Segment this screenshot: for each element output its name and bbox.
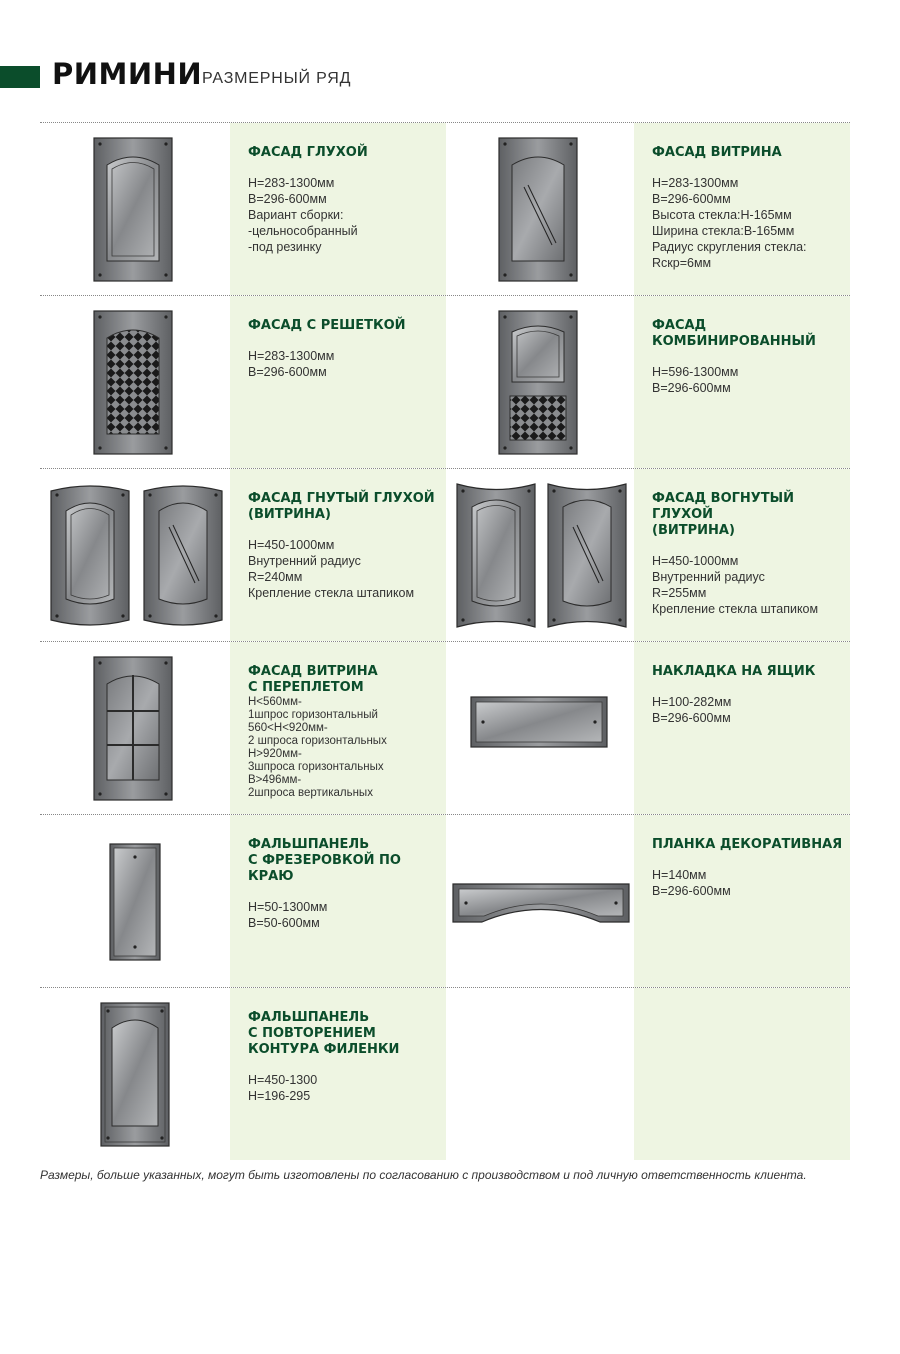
text-cell [230,642,446,814]
product-name: НАКЛАДКА НА ЯЩИК [652,664,816,679]
product-name: ФАЛЬШПАНЕЛЬ С ФРЕЗЕРОВКОЙ ПО КРАЮ [248,837,401,884]
image-cell [446,469,634,641]
facade-solid-image [93,137,173,282]
image-cell [446,815,634,987]
text-cell [634,296,850,468]
facade-lattice-image [93,310,173,455]
facade-concave-solid-image [456,483,536,628]
product-specs: H<560мм- 1шпрос горизонтальный 560<H<920мм- 2 шпроса горизонтальных H>920мм- 3шпроса горизонтальных B>496мм- 2шпроса вертикальных [248,696,387,799]
product-specs: H=450-1000мм Внутренний радиус R=255мм Крепление стекла штапиком [652,554,819,616]
image-cell [446,988,634,1160]
product-specs: H=50-1300мм B=50-600мм [248,900,328,930]
image-cell [40,642,230,814]
text-cell [634,642,850,814]
image-cell [40,123,230,295]
decorative-strip-image [452,883,630,923]
product-name: ФАСАД С РЕШЕТКОЙ [248,318,406,333]
product-row [40,122,850,295]
text-cell [230,469,446,641]
product-name: ФАЛЬШПАНЕЛЬ С ПОВТОРЕНИЕМ КОНТУРА ФИЛЕНКИ [248,1010,400,1057]
product-specs: H=100-282мм B=296-600мм [652,695,732,725]
text-cell [634,123,850,295]
false-panel-contour-image [100,1002,170,1147]
product-specs: H=283-1300мм B=296-600мм Высота стекла:H-165мм Ширина стекла:B-165мм Радиус скругления стекла: Rскр=6мм [652,176,807,270]
product-specs: H=283-1300мм B=296-600мм Вариант сборки: -цельнособранный -под резинку [248,176,358,254]
image-cell [446,123,634,295]
page-subtitle: РАЗМЕРНЫЙ РЯД [202,70,352,87]
product-name: ФАСАД ВОГНУТЫЙ ГЛУХОЙ (ВИТРИНА) [652,491,795,538]
image-cell [40,469,230,641]
text-cell [634,815,850,987]
image-cell [40,815,230,987]
product-name: ФАСАД ВИТРИНА [652,145,782,160]
facade-showcase-image [498,137,578,282]
product-name: ФАСАД КОМБИНИРОВАННЫЙ [652,318,816,349]
product-row [40,641,850,814]
text-cell [230,988,446,1160]
false-panel-edge-milled-image [109,843,161,961]
facade-mullion-showcase-image [93,656,173,801]
image-cell [40,296,230,468]
image-cell [40,988,230,1160]
footnote: Размеры, больше указанных, могут быть изготовлены по согласованию с производством и под личную ответственность клиента. [40,1168,807,1182]
product-row [40,814,850,987]
facade-combined-image [498,310,578,455]
text-cell [230,296,446,468]
text-cell [230,815,446,987]
product-name: ФАСАД ГНУТЫЙ ГЛУХОЙ (ВИТРИНА) [248,491,435,522]
product-name: ФАСАД ВИТРИНА С ПЕРЕПЛЕТОМ [248,664,378,695]
image-cell [446,296,634,468]
facade-curved-solid-image [50,483,130,628]
product-specs: H=283-1300мм B=296-600мм [248,349,335,379]
product-grid [40,122,850,1160]
page-title: РИМИНИ [52,57,203,91]
product-name: ПЛАНКА ДЕКОРАТИВНАЯ [652,837,843,852]
text-cell [230,123,446,295]
product-name: ФАСАД ГЛУХОЙ [248,145,368,160]
product-row [40,468,850,641]
text-cell [634,988,850,1160]
product-specs: H=140мм B=296-600мм [652,868,731,898]
text-cell [634,469,850,641]
facade-concave-showcase-image [547,483,627,628]
product-specs: H=450-1000мм Внутренний радиус R=240мм Крепление стекла штапиком [248,538,415,600]
facade-curved-showcase-image [143,483,223,628]
product-row [40,295,850,468]
header-accent-bar [0,66,40,88]
image-cell [446,642,634,814]
product-specs: H=450-1300 H=196-295 [248,1073,318,1103]
drawer-overlay-image [470,696,608,748]
product-specs: H=596-1300мм B=296-600мм [652,365,739,395]
product-row [40,987,850,1160]
